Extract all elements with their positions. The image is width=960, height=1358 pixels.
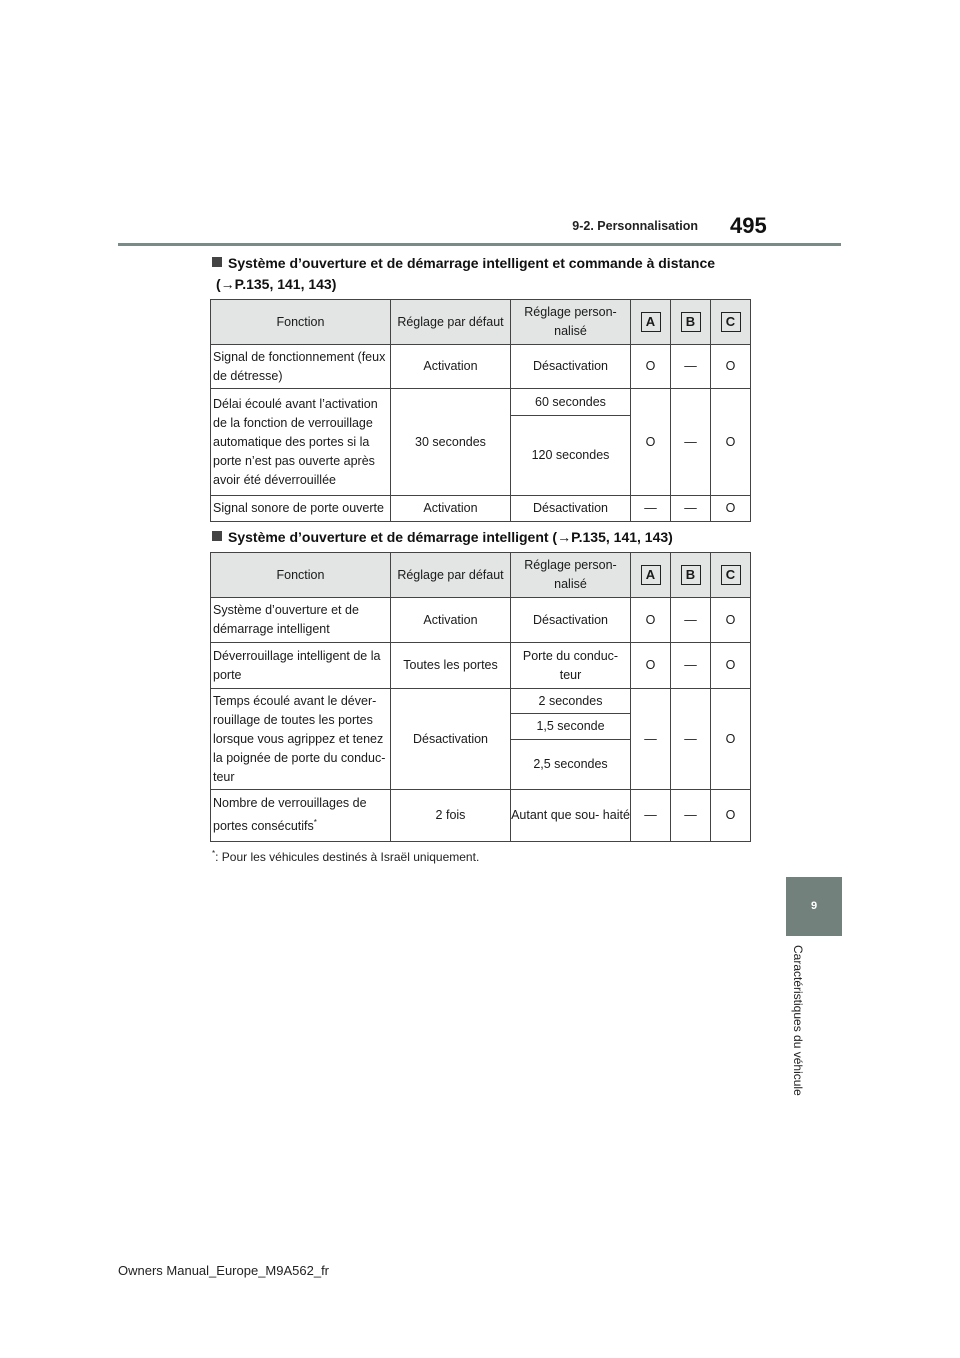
header-defaut: Réglage par défaut xyxy=(391,300,511,345)
page-number: 495 xyxy=(730,213,767,238)
chapter-title: Caractéristiques du véhicule xyxy=(791,945,805,1096)
table-row: Signal de fonctionnement (feux de détresse) Activation Désactivation O — O xyxy=(211,345,751,389)
header-defaut: Réglage par défaut xyxy=(391,553,511,598)
square-bullet-icon xyxy=(212,257,222,267)
header-c xyxy=(711,300,751,345)
table-row: 1,5 seconde xyxy=(211,714,751,739)
header-a xyxy=(631,300,671,345)
header-perso: Réglage person- nalisé xyxy=(511,300,631,345)
table-row: Délai écoulé avant l’activation de la fonction de verrouillage automatique des portes si la porte n’est pas ouverte après avoir été déverrouillée 30 secondes 60 secondes O — O xyxy=(211,389,751,416)
header-rule xyxy=(118,243,841,246)
letter-a-icon: A xyxy=(641,565,661,585)
table-header-row xyxy=(211,553,751,598)
header-fonction: Fonction xyxy=(211,553,391,598)
letter-b-icon: B xyxy=(681,565,701,585)
chapter-tab: 9 xyxy=(786,877,842,936)
square-bullet-icon xyxy=(212,531,222,541)
header-perso: Réglage person- nalisé xyxy=(511,553,631,598)
letter-c-icon: C xyxy=(721,312,741,332)
table-row: Système d’ouverture et de démarrage intelligent Activation Désactivation O — O xyxy=(211,598,751,643)
letter-a-icon: A xyxy=(641,312,661,332)
table-header-row xyxy=(211,300,751,345)
table-row: Déverrouillage intelligent de la porte Toutes les portes Porte du conduc- teur O — O xyxy=(211,643,751,689)
table-row: 2,5 secondes xyxy=(211,739,751,790)
table-row: Signal sonore de porte ouverte Activation Désactivation — — O xyxy=(211,496,751,522)
header-fonction: Fonction xyxy=(211,300,391,345)
header-c xyxy=(711,553,751,598)
header-b xyxy=(671,300,711,345)
section-label: 9-2. Personnalisation xyxy=(572,219,698,233)
header-b xyxy=(671,553,711,598)
footnote-marker: * xyxy=(313,818,317,828)
letter-b-icon: B xyxy=(681,312,701,332)
table-row: Nombre de verrouillages de portes consécutifs* 2 fois Autant que sou- haité — — O xyxy=(211,790,751,842)
table-keyless-remote xyxy=(210,299,751,522)
section2-heading: Système d’ouverture et de démarrage intelligent (→P.135, 141, 143) xyxy=(212,527,673,548)
letter-c-icon: C xyxy=(721,565,741,585)
table-row: Temps écoulé avant le déver- rouillage de toutes les portes lorsque vous agrippez et tenez la poignée de porte du conduc- teur Désactivation 2 secondes — — O xyxy=(211,689,751,714)
footnote: *: Pour les véhicules destinés à Israël uniquement. xyxy=(212,849,480,864)
header-a xyxy=(631,553,671,598)
table-smart-entry xyxy=(210,552,751,842)
table-row: 120 secondes xyxy=(211,416,751,496)
footer-label: Owners Manual_Europe_M9A562_fr xyxy=(118,1263,330,1278)
section1-heading: Système d’ouverture et de démarrage intelligent et commande à distance (→P.135, 141, 143) xyxy=(212,253,715,295)
